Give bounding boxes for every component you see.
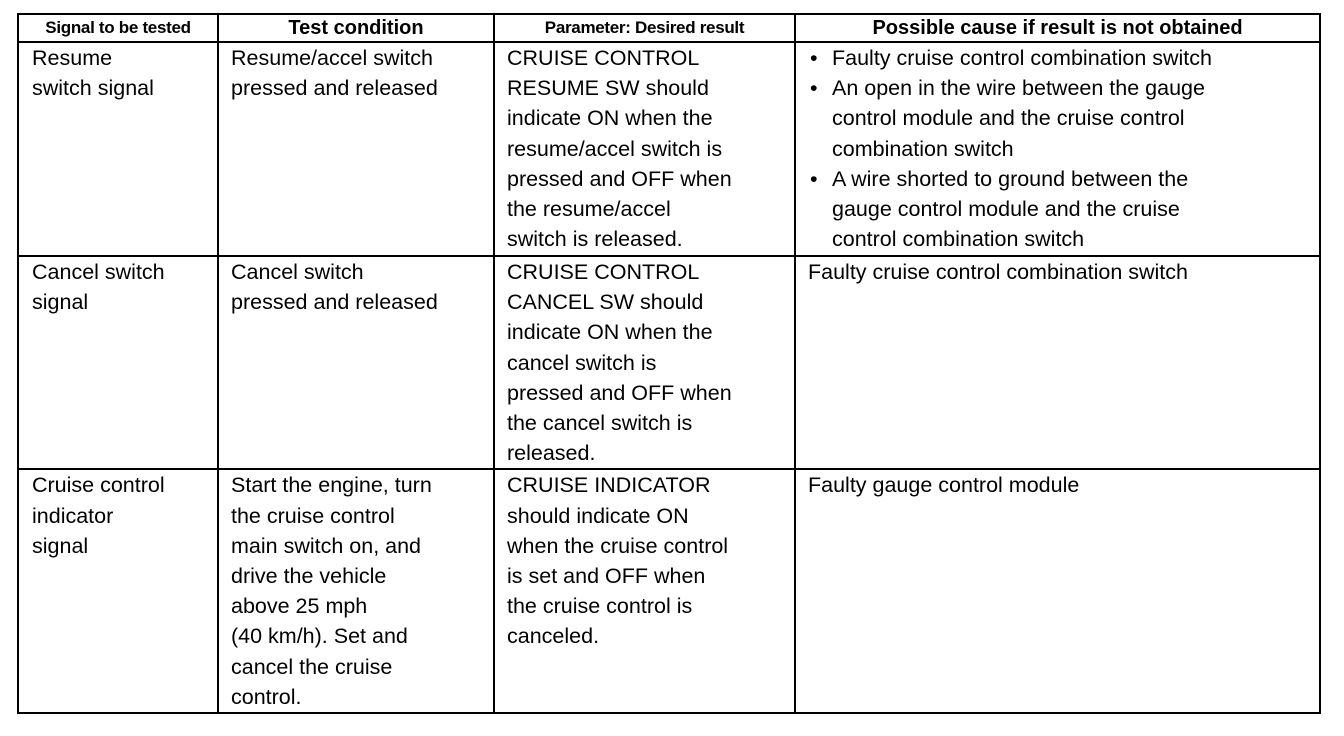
- text-line: when the cruise control: [507, 533, 729, 558]
- text-line: Cruise control: [32, 473, 165, 498]
- condition-text: [219, 257, 493, 317]
- text-line: main switch on, and: [231, 533, 422, 558]
- text-line: CRUISE CONTROL: [507, 46, 700, 70]
- text-line: RESUME SW should: [507, 76, 709, 101]
- cause-item: [808, 73, 1315, 164]
- result-text: [495, 257, 794, 468]
- cause-cell: [795, 42, 1320, 256]
- cause-item: [808, 164, 1315, 255]
- signal-cell: [18, 256, 218, 469]
- header-signal: Signal to be tested: [18, 14, 218, 42]
- cause-list: [796, 43, 1319, 254]
- text-line: pressed and released: [231, 290, 438, 315]
- signal-cell: [18, 469, 218, 713]
- header-row: [18, 14, 1320, 42]
- signal-text: [19, 470, 217, 561]
- text-line: indicator: [32, 503, 114, 528]
- text-line: is set and OFF when: [507, 564, 706, 589]
- header-condition: Test condition: [218, 14, 494, 42]
- text-line: combination switch: [832, 136, 1014, 161]
- condition-cell: [218, 42, 494, 256]
- text-line: cancel switch is: [507, 350, 657, 375]
- text-line: CRUISE INDICATOR: [507, 473, 711, 498]
- text-line: Cancel switch: [32, 260, 165, 284]
- text-line: Cancel switch: [231, 260, 364, 284]
- text-line: Resume/accel switch: [231, 46, 433, 70]
- text-line: the cruise control is: [507, 594, 693, 619]
- text-line: signal: [32, 533, 89, 558]
- text-line: should indicate ON: [507, 503, 689, 528]
- text-line: Start the engine, turn: [231, 473, 432, 498]
- condition-cell: [218, 256, 494, 469]
- text-line: the cancel switch is: [507, 411, 693, 436]
- table-row: [18, 42, 1320, 256]
- cause-text: Faulty cruise control combination switch: [808, 260, 1188, 284]
- result-cell: [494, 42, 795, 256]
- cause-cell: [795, 256, 1320, 469]
- header-parameter: Parameter: Desired result: [494, 14, 795, 42]
- header-cause: Possible cause if result is not obtained: [795, 14, 1320, 42]
- condition-cell: [218, 469, 494, 713]
- result-text: [495, 470, 794, 651]
- text-line: CRUISE CONTROL: [507, 260, 700, 284]
- text-line: Faulty cruise control combination switch: [832, 46, 1212, 70]
- text-line: indicate ON when the: [507, 106, 713, 131]
- text-line: released.: [507, 441, 596, 466]
- signal-cell: [18, 42, 218, 256]
- text-line: control module and the cruise control: [832, 106, 1185, 131]
- condition-text: [219, 43, 493, 103]
- condition-text: [219, 470, 493, 712]
- cause-cell: [795, 469, 1320, 713]
- text-line: switch is released.: [507, 227, 683, 252]
- text-line: An open in the wire between the gauge: [832, 76, 1205, 101]
- text-line: canceled.: [507, 624, 600, 649]
- text-line: A wire shorted to ground between the: [832, 166, 1189, 191]
- text-line: cancel the cruise: [231, 654, 393, 679]
- bullet-icon: •: [810, 166, 818, 191]
- text-line: signal: [32, 290, 89, 315]
- text-line: switch signal: [32, 76, 154, 101]
- text-line: indicate ON when the: [507, 320, 713, 345]
- text-line: control combination switch: [832, 227, 1085, 252]
- cause-text: Faulty gauge control module: [808, 473, 1080, 498]
- text-line: the resume/accel: [507, 197, 671, 222]
- bullet-icon: •: [810, 46, 818, 70]
- text-line: pressed and OFF when: [507, 166, 732, 191]
- cause-item: [808, 43, 1315, 73]
- text-line: CANCEL SW should: [507, 290, 704, 315]
- table-row: [18, 256, 1320, 469]
- text-line: the cruise control: [231, 503, 395, 528]
- signal-text: [19, 257, 217, 317]
- text-line: above 25 mph: [231, 594, 368, 619]
- signal-text: [19, 43, 217, 103]
- bullet-icon: •: [810, 76, 818, 101]
- result-cell: [494, 256, 795, 469]
- text-line: pressed and released: [231, 76, 438, 101]
- text-line: gauge control module and the cruise: [832, 197, 1180, 222]
- text-line: (40 km/h). Set and: [231, 624, 408, 649]
- result-cell: [494, 469, 795, 713]
- text-line: resume/accel switch is: [507, 136, 723, 161]
- text-line: pressed and OFF when: [507, 380, 732, 405]
- result-text: [495, 43, 794, 254]
- text-line: drive the vehicle: [231, 564, 387, 589]
- text-line: control.: [231, 684, 302, 709]
- text-line: Resume: [32, 46, 113, 70]
- diagnostic-table: [17, 13, 1321, 714]
- table-row: [18, 469, 1320, 713]
